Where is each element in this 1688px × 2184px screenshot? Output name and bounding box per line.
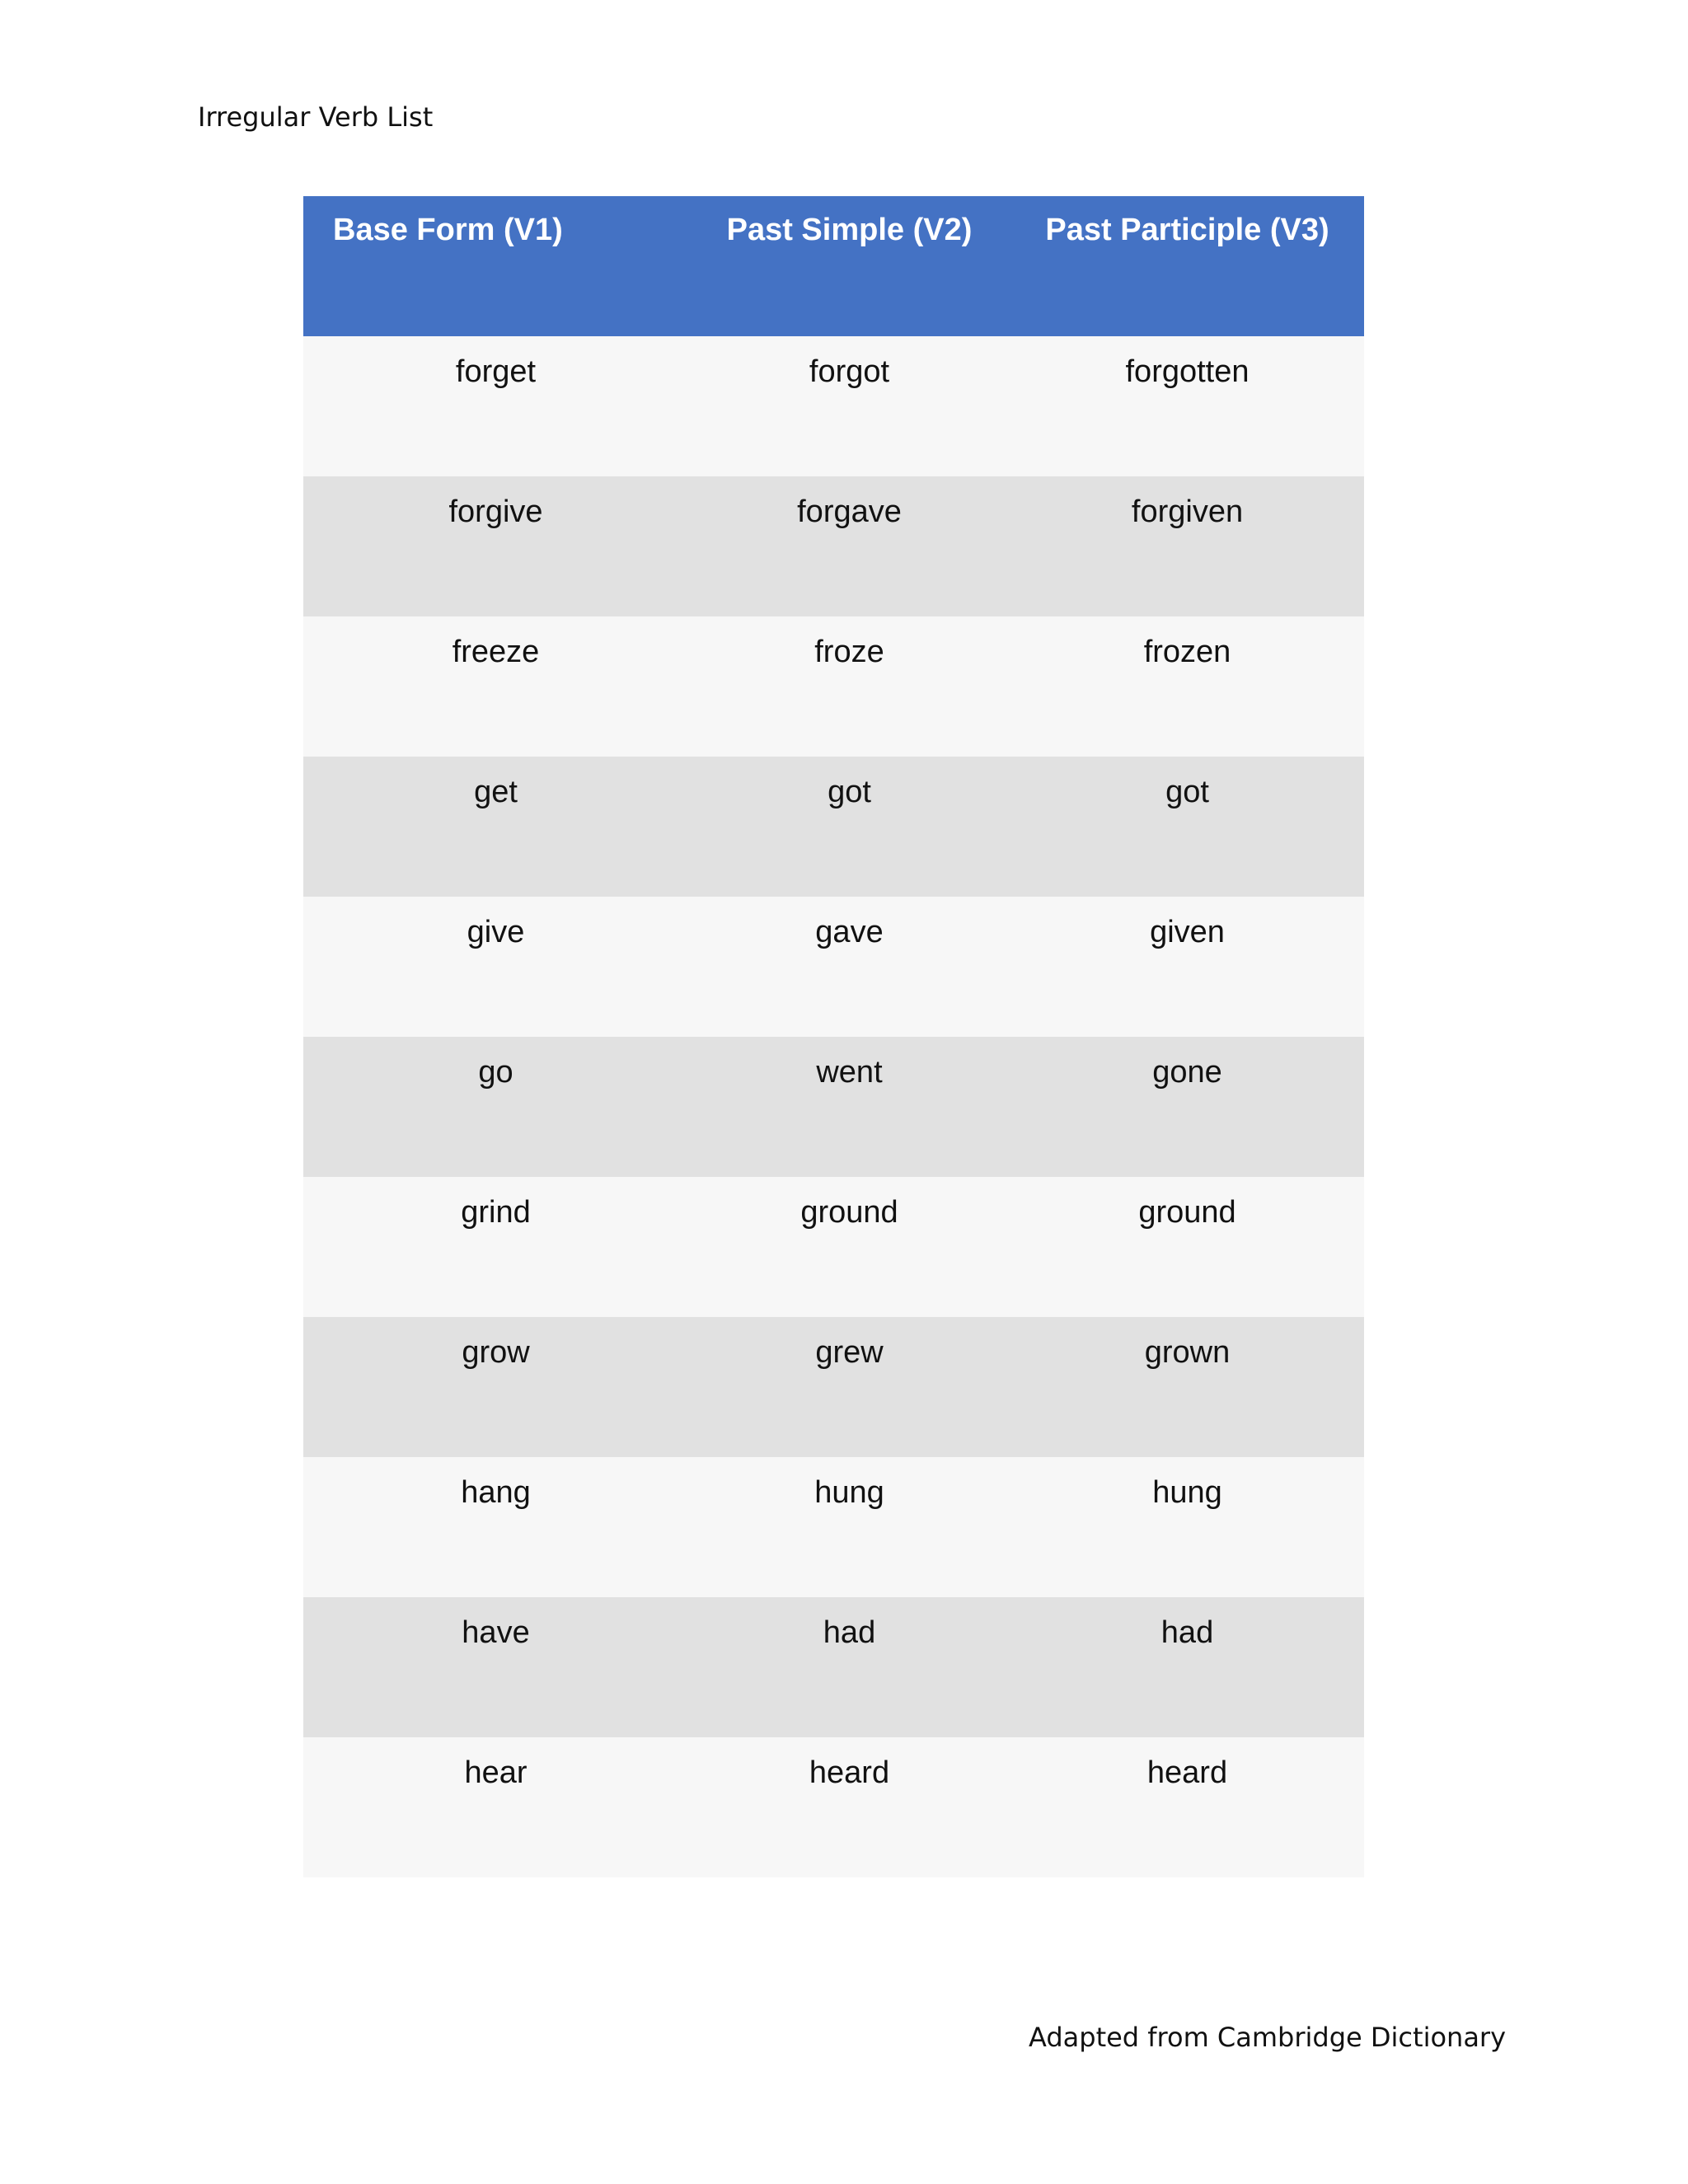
cell-base-form: give xyxy=(467,915,525,949)
cell-base-form: get xyxy=(474,775,518,809)
cell-past-simple: hung xyxy=(814,1475,884,1510)
cell-base-form: forget xyxy=(455,354,537,389)
table-row xyxy=(303,476,1364,616)
cell-past-simple: forgave xyxy=(797,494,902,529)
table-row xyxy=(303,1457,1364,1597)
cell-base-form: freeze xyxy=(452,635,540,669)
cell-past-participle: grown xyxy=(1144,1335,1231,1370)
cell-base-form: grow xyxy=(462,1335,530,1370)
table-row xyxy=(303,1597,1364,1737)
cell-past-simple: gave xyxy=(815,915,884,949)
cell-past-participle: frozen xyxy=(1143,635,1231,669)
header-past-simple: Past Simple (V2) xyxy=(726,213,973,247)
cell-past-participle: heard xyxy=(1146,1755,1228,1790)
cell-base-form: grind xyxy=(461,1195,531,1230)
table-row xyxy=(303,897,1364,1037)
cell-past-participle: given xyxy=(1150,915,1225,949)
cell-base-form: forgive xyxy=(448,494,543,529)
table-row xyxy=(303,336,1364,476)
header-base-form: Base Form (V1) xyxy=(333,213,563,247)
table-row xyxy=(303,1317,1364,1457)
document-title: Irregular Verb List xyxy=(198,101,434,133)
cell-past-participle: hung xyxy=(1152,1475,1222,1510)
table-header xyxy=(303,196,1364,336)
table-row xyxy=(303,757,1364,897)
irregular-verb-table xyxy=(303,196,1364,1877)
cell-past-participle: got xyxy=(1165,775,1209,809)
table-row xyxy=(303,616,1364,757)
cell-past-simple: heard xyxy=(809,1755,890,1790)
header-past-participle: Past Participle (V3) xyxy=(1045,213,1329,247)
cell-past-simple: went xyxy=(816,1055,883,1090)
cell-past-simple: ground xyxy=(800,1195,898,1230)
cell-past-participle: forgotten xyxy=(1125,354,1250,389)
cell-past-participle: forgiven xyxy=(1131,494,1244,529)
table-row xyxy=(303,1177,1364,1317)
table-row xyxy=(303,1737,1364,1877)
table-row xyxy=(303,1037,1364,1177)
cell-past-simple: forgot xyxy=(809,354,890,389)
source-note: Adapted from Cambridge Dictionary xyxy=(1029,2022,1507,2053)
cell-past-participle: had xyxy=(1160,1615,1214,1650)
cell-past-participle: gone xyxy=(1152,1055,1222,1090)
cell-past-simple: grew xyxy=(815,1335,884,1370)
cell-past-simple: froze xyxy=(814,635,884,669)
cell-past-participle: ground xyxy=(1138,1195,1236,1230)
cell-past-simple: had xyxy=(823,1615,876,1650)
cell-base-form: have xyxy=(462,1615,530,1650)
header-row xyxy=(303,196,1364,336)
cell-base-form: go xyxy=(478,1055,513,1090)
cell-base-form: hear xyxy=(464,1755,528,1790)
table-body xyxy=(303,336,1364,1877)
cell-base-form: hang xyxy=(461,1475,531,1510)
cell-past-simple: got xyxy=(828,775,871,809)
